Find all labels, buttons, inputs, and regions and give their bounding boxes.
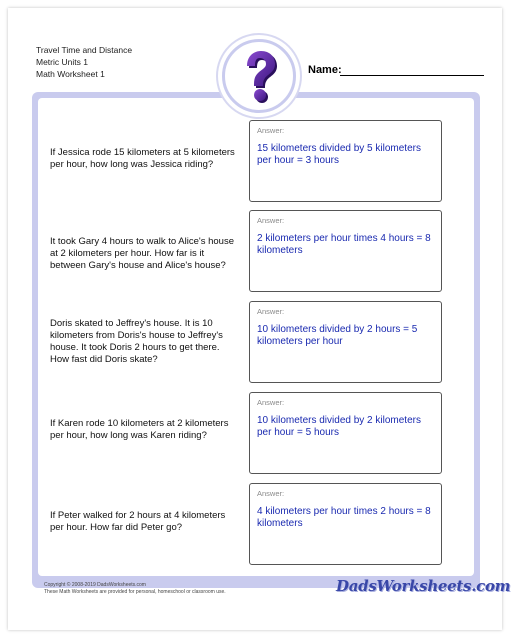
answer-label: Answer:	[257, 398, 285, 407]
worksheet-title	[36, 44, 132, 80]
question-4: If Karen rode 10 kilometers at 2 kilometers per hour, how long was Karen riding?	[50, 418, 229, 441]
answer-box-4	[249, 392, 442, 474]
question-logo	[222, 39, 296, 113]
question-2: It took Gary 4 hours to walk to Alice's house at 2 kilometers per hour. How far is it between Gary's house and Alice's house?	[50, 236, 234, 271]
question-mark-icon	[225, 42, 293, 110]
name-label: Name:	[308, 64, 342, 76]
copyright-text: Copyright © 2008-2019 DadsWorksheets.com	[44, 582, 146, 588]
footer-copyright	[44, 582, 226, 596]
answer-label: Answer:	[257, 126, 285, 135]
usage-text: These Math Worksheets are provided for personal, homeschool or classroom use.	[44, 589, 226, 595]
title-line-sheet: Math Worksheet 1	[36, 69, 105, 79]
answer-text: 15 kilometers divided by 5 kilometers per hour = 3 hours	[257, 143, 421, 166]
answer-label: Answer:	[257, 216, 285, 225]
answer-label: Answer:	[257, 489, 285, 498]
question-3: Doris skated to Jeffrey's house. It is 10 kilometers from Doris's house to Jeffrey's house. It took Doris 2 hours to get there. How fast did Doris skate?	[50, 318, 223, 365]
title-line-units: Metric Units 1	[36, 57, 88, 67]
answer-box-1	[249, 120, 442, 202]
question-5: If Peter walked for 2 hours at 4 kilometers per hour. How far did Peter go?	[50, 510, 226, 533]
answer-box-5	[249, 483, 442, 565]
answer-label: Answer:	[257, 307, 285, 316]
brand-logo[interactable]: DadsWorksheets.com	[336, 577, 511, 595]
question-1: If Jessica rode 15 kilometers at 5 kilometers per hour, how long was Jessica riding?	[50, 147, 235, 170]
answer-text: 10 kilometers divided by 2 hours = 5 kilometers per hour	[257, 324, 418, 347]
name-field-line[interactable]	[340, 75, 484, 76]
title-line-topic: Travel Time and Distance	[36, 45, 133, 55]
answer-text: 2 kilometers per hour times 4 hours = 8 kilometers	[257, 233, 431, 256]
answer-text: 4 kilometers per hour times 2 hours = 8 kilometers	[257, 506, 431, 529]
answer-text: 10 kilometers divided by 2 kilometers per hour = 5 hours	[257, 415, 421, 438]
answer-box-2	[249, 210, 442, 292]
answer-box-3	[249, 301, 442, 383]
